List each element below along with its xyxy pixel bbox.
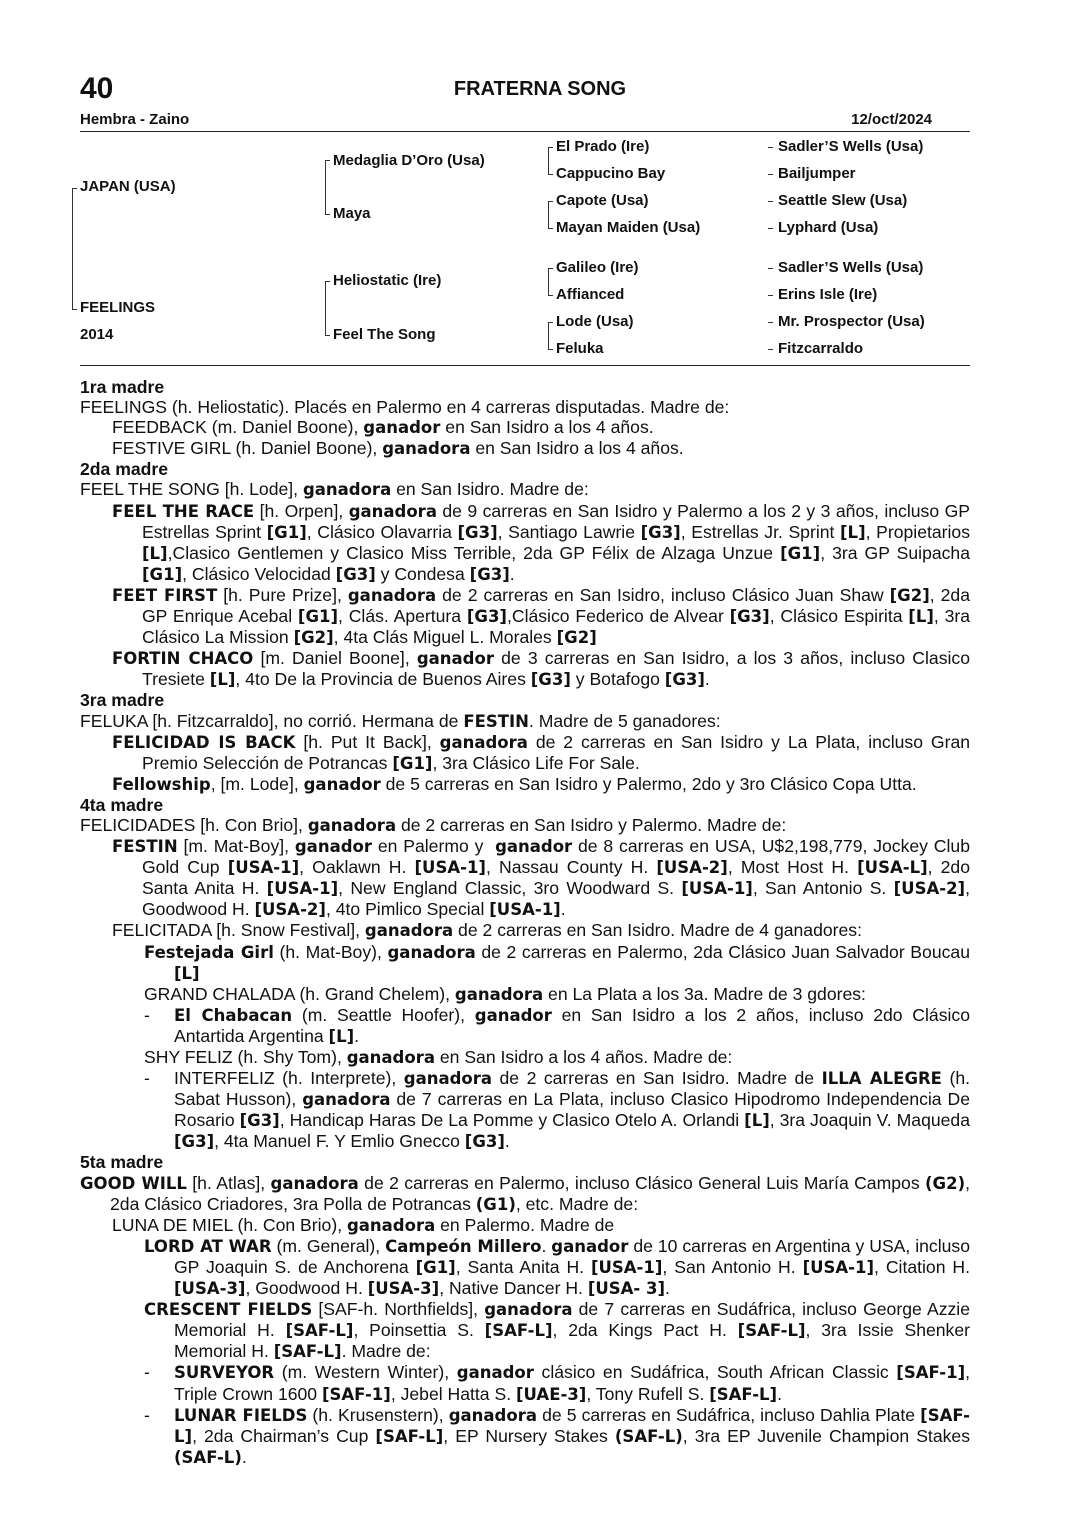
pedigree-sire: JAPAN (USA) xyxy=(80,178,176,195)
produce-entry: GRAND CHALADA (h. Grand Chelem), ganadora en La Plata a los 3a. Madre de 3 gdores: xyxy=(144,983,866,1004)
produce-entry: FEEDBACK (m. Daniel Boone), ganador en San Isidro a los 4 años. xyxy=(112,417,654,438)
pedigree-g3: Lode (Usa) xyxy=(556,313,634,330)
produce-entry: FELICITADA [h. Snow Festival], ganadora de 2 carreras en San Isidro. Madre de 4 ganadores: xyxy=(112,920,862,941)
section-heading-2: 2da madre xyxy=(80,459,169,480)
bracket-tick xyxy=(768,228,773,229)
horse-name: FRATERNA SONG xyxy=(453,78,627,100)
pedigree-g4: Sadler’S Wells (Usa) xyxy=(778,259,924,276)
bracket-line xyxy=(548,228,553,229)
produce-entry: - LUNAR FIELDS (h. Krusenstern), ganadora de 5 carreras en Sudáfrica, incluso Dahlia Plate [SAF-L], 2da Chairman’s Cup [SAF-L], EP Nursery Stakes (SAF-L), 3ra EP Juvenile Champion Stakes (SAF-L). xyxy=(144,1404,970,1467)
produce-entry: SHY FELIZ (h. Shy Tom), ganadora en San Isidro a los 4 años. Madre de: xyxy=(144,1047,733,1067)
produce-entry: FORTIN CHACO [m. Daniel Boone], ganador de 3 carreras en San Isidro, a los 3 años, incluso Clasico Tresiete [L], 4to De la Provincia de Buenos Aires [G3] y Botafogo [G3]. xyxy=(112,648,970,690)
pedigree-g3: Cappucino Bay xyxy=(556,165,666,182)
bracket-tick xyxy=(768,201,773,202)
pedigree-g4: Mr. Prospector (Usa) xyxy=(778,313,925,330)
produce-entry: FESTIN [m. Mat-Boy], ganador en Palermo y ganador de 8 carreras en USA, U$2,198,779, Jockey Club Gold Cup [USA-1], Oaklawn H. [USA-1], Nassau County H. [USA-2], Most Host H. [USA-L], 2do Santa Anita H. [USA-1], New England Classic, 3ro Woodward S. [USA-1], San Antonio S. [USA-2], Goodwood H. [USA-2], 4to Pimlico Special [USA-1]. xyxy=(112,836,970,920)
bracket-line xyxy=(548,268,553,269)
pedigree-dam-dam: Feel The Song xyxy=(333,326,436,343)
bracket-tick xyxy=(768,349,773,350)
pedigree-dam: FEELINGS xyxy=(80,299,156,316)
report-date: 12/oct/2024 xyxy=(851,111,932,128)
dam-entry: FEEL THE SONG [h. Lode], ganadora en San Isidro. Madre de: xyxy=(80,479,589,500)
top-divider xyxy=(80,131,970,132)
dam-entry: FEELINGS (h. Heliostatic). Placés en Palermo en 4 carreras disputadas. Madre de: xyxy=(80,397,730,418)
bracket-line xyxy=(548,322,553,323)
produce-entry: FESTIVE GIRL (h. Daniel Boone), ganadora en San Isidro a los 4 años. xyxy=(112,438,684,459)
dam-entry: FELICIDADES [h. Con Brio], ganadora de 2 carreras en San Isidro y Palermo. Madre de: xyxy=(80,814,787,835)
pedigree-divider xyxy=(80,365,970,366)
pedigree-sire-dam: Maya xyxy=(333,205,371,222)
produce-entry: CRESCENT FIELDS [SAF-h. Northfields], ganadora de 7 carreras en Sudáfrica, incluso George Azzie Memorial H. [SAF-L], Poinsettia S. [SAF-L], 2da Kings Pact H. [SAF-L], 3ra Issie Shenker Memorial H. [SAF-L]. Madre de: xyxy=(144,1299,970,1362)
bracket-line xyxy=(325,160,326,214)
bracket-line xyxy=(325,281,326,335)
produce-entry: - SURVEYOR (m. Western Winter), ganador clásico en Sudáfrica, South African Classic [SAF-1], Triple Crown 1600 [SAF-1], Jebel Hatta S. [UAE-3], Tony Rufell S. [SAF-L]. xyxy=(144,1362,970,1404)
produce-entry: LORD AT WAR (m. General), Campeón Millero. ganador de 10 carreras en Argentina y USA, incluso GP Joaquin S. de Anchorena [G1], Santa Anita H. [USA-1], San Antonio H. [USA-1], Citation H. [USA-3], Goodwood H. [USA-3], Native Dancer H. [USA- 3]. xyxy=(144,1235,970,1299)
produce-entry: FEEL THE RACE [h. Orpen], ganadora de 9 carreras en San Isidro y Palermo a los 2 y 3 años, incluso GP Estrellas Sprint [G1], Clásico Olavarria [G3], Santiago Lawrie [G3], Estrellas Jr. Sprint [L], Propietarios [L],Clasico Gentlemen y Clasico Miss Terrible, 2da GP Félix de Alzaga Unzue [G1], 3ra GP Suipacha [G1], Clásico Velocidad [G3] y Condesa [G3]. xyxy=(112,500,971,584)
produce-entry: FELICIDAD IS BACK [h. Put It Back], ganadora de 2 carreras en San Isidro y La Plata, incluso Gran Premio Selección de Potrancas [G1], 3ra Clásico Life For Sale. xyxy=(112,731,971,773)
produce-entry: FEET FIRST [h. Pure Prize], ganadora de 2 carreras en San Isidro, incluso Clásico Juan Shaw [G2], 2da GP Enrique Acebal [G1], Clás. Apertura [G3],Clásico Federico de Alvear [G3], Clásico Espirita [L], 3ra Clásico La Mission [G2], 4ta Clás Miguel L. Morales [G2] xyxy=(112,584,971,648)
bracket-tick xyxy=(768,268,773,269)
bracket-line xyxy=(72,188,77,189)
section-heading-4: 4ta madre xyxy=(80,794,164,815)
pedigree-g3: Mayan Maiden (Usa) xyxy=(556,219,701,236)
sex-color: Hembra - Zaino xyxy=(80,111,190,128)
bracket-tick xyxy=(768,295,773,296)
produce-entry: Festejada Girl (h. Mat-Boy), ganadora de 2 carreras en Palermo, 2da Clásico Juan Salvador Boucau [L] xyxy=(144,941,970,983)
pedigree-g4: Lyphard (Usa) xyxy=(778,219,879,236)
dam-entry: GOOD WILL [h. Atlas], ganadora de 2 carreras en Palermo, incluso Clásico General Luis María Campos (G2), 2da Clásico Criadores, 3ra Polla de Potrancas (G1), etc. Madre de: xyxy=(80,1172,970,1214)
bracket-line xyxy=(548,201,549,228)
pedigree-sire-sire: Medaglia D’Oro (Usa) xyxy=(333,152,485,169)
produce-entry: - INTERFELIZ (h. Interprete), ganadora de 2 carreras en San Isidro. Madre de ILLA ALEGRE (h. Sabat Husson), ganadora de 7 carreras en La Plata, incluso Clasico Hipodromo Independencia De Rosario [G3], Handicap Haras De La Pomme y Clasico Otelo A. Orlandi [L], 3ra Joaquin V. Maqueda [G3], 4ta Manuel F. Y Emlio Gnecco [G3]. xyxy=(144,1068,971,1152)
pedigree-g4: Erins Isle (Ire) xyxy=(778,286,878,303)
bracket-line xyxy=(548,295,553,296)
dam-entry: FELUKA [h. Fitzcarraldo], no corrió. Hermana de FESTIN. Madre de 5 ganadores: xyxy=(80,710,721,731)
section-heading-5: 5ta madre xyxy=(80,1152,164,1173)
pedigree-g4: Fitzcarraldo xyxy=(778,340,864,357)
produce-entry: Fellowship, [m. Lode], ganador de 5 carreras en San Isidro y Palermo, 2do y 3ro Clásico Copa Utta. xyxy=(112,773,917,794)
bracket-line xyxy=(548,201,553,202)
pedigree-g4: Bailjumper xyxy=(778,165,856,182)
bracket-line xyxy=(325,160,330,161)
section-heading-1: 1ra madre xyxy=(80,377,165,397)
bracket-tick xyxy=(768,147,773,148)
pedigree-g3: Affianced xyxy=(556,286,625,303)
bracket-line xyxy=(548,147,549,174)
pedigree-g4: Sadler’S Wells (Usa) xyxy=(778,138,924,155)
bracket-tick xyxy=(768,174,773,175)
bracket-line xyxy=(72,309,77,310)
bracket-line xyxy=(548,322,549,349)
section-heading-3: 3ra madre xyxy=(80,690,165,711)
bracket-line xyxy=(548,349,553,350)
maternal-family xyxy=(80,377,970,1468)
pedigree-g3: El Prado (Ire) xyxy=(556,138,650,155)
lot-number: 40 xyxy=(80,72,114,105)
bracket-line xyxy=(325,281,330,282)
pedigree-year: 2014 xyxy=(80,326,114,343)
bracket-line xyxy=(325,214,330,215)
bracket-line xyxy=(325,335,330,336)
bracket-line xyxy=(548,174,553,175)
bracket-line xyxy=(72,188,73,310)
produce-entry: LUNA DE MIEL (h. Con Brio), ganadora en Palermo. Madre de xyxy=(112,1214,615,1235)
bracket-line xyxy=(548,147,553,148)
pedigree-g3: Galileo (Ire) xyxy=(556,259,639,276)
produce-entry: - El Chabacan (m. Seattle Hoofer), ganador en San Isidro a los 2 años, incluso 2do Clásico Antartida Argentina [L]. xyxy=(144,1004,970,1046)
pedigree-g3: Feluka xyxy=(556,340,604,357)
bracket-line xyxy=(548,268,549,295)
bracket-tick xyxy=(768,322,773,323)
pedigree-g4: Seattle Slew (Usa) xyxy=(778,192,908,209)
pedigree-g3: Capote (Usa) xyxy=(556,192,649,209)
pedigree-dam-sire: Heliostatic (Ire) xyxy=(333,272,442,289)
